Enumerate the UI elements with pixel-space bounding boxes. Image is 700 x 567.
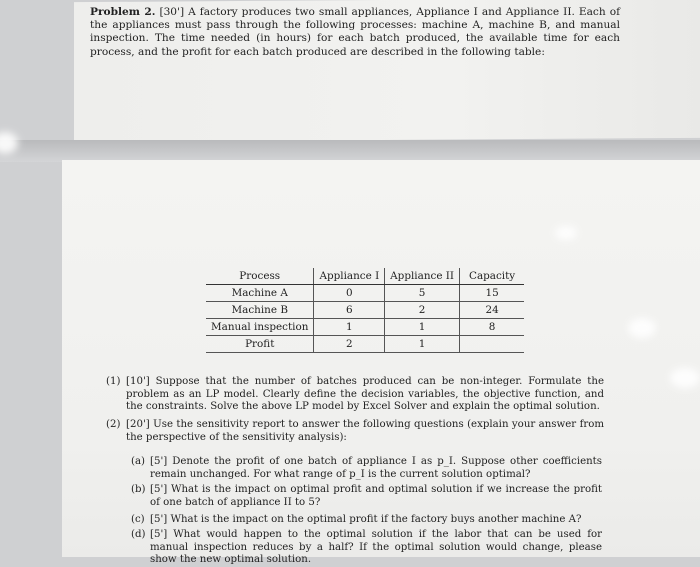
table-cell: Machine B — [206, 302, 314, 319]
table-cell: 2 — [385, 302, 460, 319]
table-row — [206, 302, 524, 319]
question-label: (c) — [131, 514, 145, 525]
table-header: Appliance II — [385, 268, 460, 285]
table-cell: 5 — [385, 285, 460, 302]
problem-points: [30'] — [159, 6, 185, 18]
question-2: [20'] Use the sensitivity report to answer the following questions (explain your answer from the perspective of the sensitivity analysis): — [126, 419, 604, 443]
question-label: (a) — [131, 456, 146, 467]
table-header: Capacity — [460, 268, 525, 285]
light-glare — [555, 226, 577, 240]
table-cell: 24 — [460, 302, 525, 319]
problem-heading: Problem 2. — [90, 6, 156, 18]
process-table — [206, 268, 524, 353]
table-header: Process — [206, 268, 314, 285]
table-cell: 6 — [314, 302, 385, 319]
table-row — [206, 285, 524, 302]
question-c: [5'] What is the impact on the optimal profit if the factory buys another machine A? — [150, 514, 582, 525]
table-cell: 8 — [460, 319, 525, 336]
page-gap — [0, 140, 700, 162]
question-d: [5'] What would happen to the optimal solution if the labor that can be used for manual inspection reduces by a half? If the optimal solution would change, please show the new optimal solution. — [150, 529, 602, 566]
table-cell: 15 — [460, 285, 525, 302]
table-cell: Profit — [206, 336, 314, 353]
question-b: [5'] What is the impact on optimal profit and optimal solution if we increase the profit of one batch of appliance II to 5? — [150, 484, 602, 508]
problem-statement — [90, 6, 620, 59]
table-cell: 0 — [314, 285, 385, 302]
table-cell: 1 — [385, 319, 460, 336]
table-cell: Manual inspection — [206, 319, 314, 336]
question-a: [5'] Denote the profit of one batch of appliance I as p_I. Suppose other coefficients remain unchanged. For what range of p_I is the current solution optimal? — [150, 456, 602, 480]
table-cell: 1 — [385, 336, 460, 353]
light-glare — [670, 368, 700, 388]
question-label: (2) — [106, 419, 121, 430]
problem-body: A factory produces two small appliances, Appliance I and Appliance II. Each of the appliances must pass through the following processes: machine A, machine B, and manual inspection. The time needed (in hours) for each batch produced, the available time for each process, and the profit for each batch produced are described in the following table: — [90, 6, 621, 58]
question-1: [10'] Suppose that the number of batches produced can be non-integer. Formulate the problem as an LP model. Clearly define the decision variables, the objective function, and the constraints. Solve the above LP model by Excel Solver and explain the optimal solution. — [126, 376, 604, 413]
table-cell: Machine A — [206, 285, 314, 302]
table-header: Appliance I — [314, 268, 385, 285]
light-glare — [628, 318, 656, 338]
table-cell — [460, 336, 525, 353]
table-row — [206, 336, 524, 353]
table-cell: 1 — [314, 319, 385, 336]
table-row — [206, 319, 524, 336]
question-label: (1) — [106, 376, 121, 387]
table-cell: 2 — [314, 336, 385, 353]
question-label: (b) — [131, 484, 146, 495]
question-label: (d) — [131, 529, 146, 540]
